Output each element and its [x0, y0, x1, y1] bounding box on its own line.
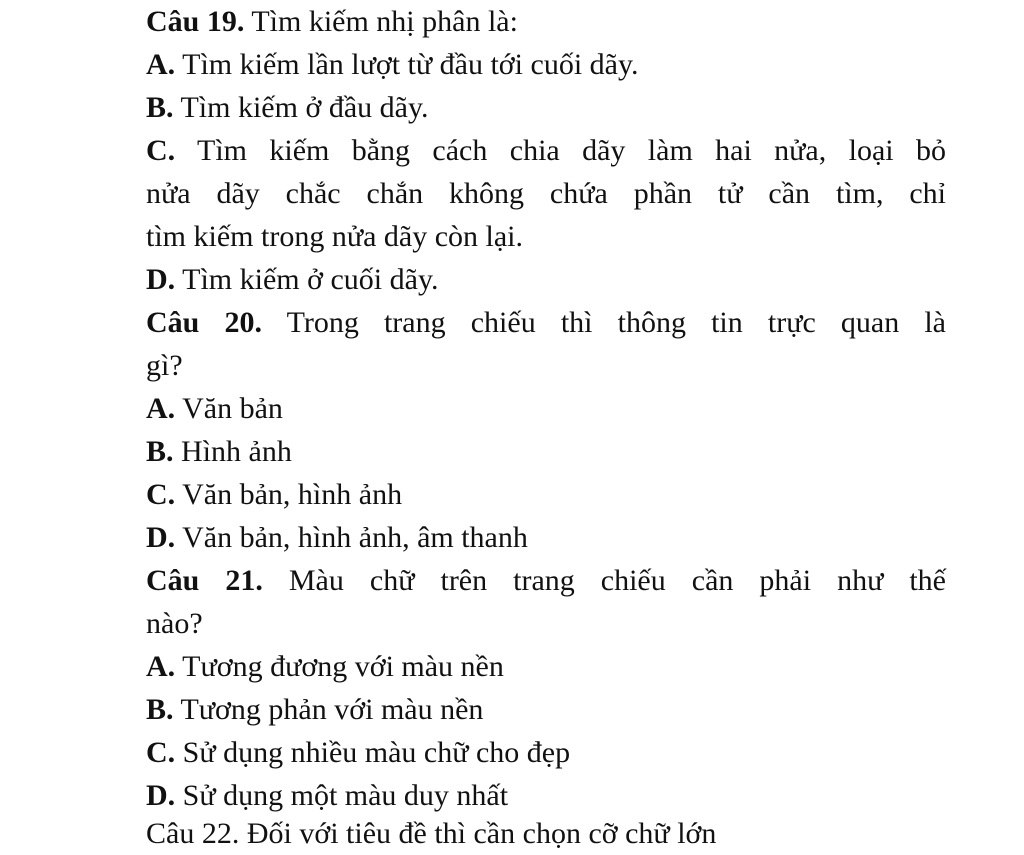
question-20-option-c	[146, 473, 946, 516]
option-text: Văn bản, hình ảnh, âm thanh	[175, 521, 528, 554]
question-19	[146, 0, 946, 301]
question-text-cont: nào?	[146, 607, 203, 640]
option-label: A.	[146, 650, 176, 683]
question-19-stem	[146, 0, 946, 43]
question-20-option-b	[146, 430, 946, 473]
option-text: Văn bản	[175, 392, 283, 425]
option-label: B.	[146, 91, 174, 124]
question-21-option-a	[146, 645, 946, 688]
option-label: C.	[146, 478, 176, 511]
option-label: D.	[146, 521, 176, 554]
quiz-document	[146, 0, 946, 817]
option-text: Hình ảnh	[173, 435, 292, 468]
question-21-text: Màu chữ trên trang chiếu cần phải như thế	[262, 564, 946, 597]
option-label: C.	[146, 134, 176, 167]
question-21	[146, 559, 946, 817]
question-19-option-c-cont-1	[146, 172, 946, 215]
question-20-text: Trong trang chiếu thì thông tin trực quan là	[261, 306, 946, 339]
option-label: D.	[146, 779, 176, 812]
question-21-option-b	[146, 688, 946, 731]
question-21-stem	[146, 559, 946, 602]
question-text-cont: gì?	[146, 349, 183, 382]
question-20-stem-cont	[146, 344, 946, 387]
option-label: B.	[146, 435, 174, 468]
option-label: D.	[146, 263, 176, 296]
option-text-cont: tìm kiếm trong nửa dãy còn lại.	[146, 220, 524, 253]
option-text-cont: nửa dãy chắc chắn không chứa phần tử cần tìm, chỉ	[146, 177, 946, 210]
option-text: Tương phản với màu nền	[173, 693, 484, 726]
option-text: Sử dụng một màu duy nhất	[175, 779, 509, 812]
question-19-label: Câu 19.	[146, 5, 245, 38]
option-label: A.	[146, 392, 176, 425]
option-text: Tìm kiếm lần lượt từ đầu tới cuối dãy.	[175, 48, 639, 81]
question-19-option-a	[146, 43, 946, 86]
question-19-option-c-cont-2	[146, 215, 946, 258]
question-20-option-d	[146, 516, 946, 559]
option-text: Tìm kiếm bằng cách chia dãy làm hai nửa, loại bỏ	[175, 134, 946, 167]
question-20-stem	[146, 301, 946, 344]
option-text: Tìm kiếm ở đầu dãy.	[173, 91, 429, 124]
question-20-option-a	[146, 387, 946, 430]
question-22-cutoff-line: Câu 22. Đối với tiêu đề thì cần chọn cỡ chữ lớn	[146, 817, 717, 850]
question-21-label: Câu 21.	[146, 564, 263, 597]
question-21-option-c	[146, 731, 946, 774]
question-20-label: Câu 20.	[146, 306, 262, 339]
option-label: B.	[146, 693, 174, 726]
question-21-option-d	[146, 774, 946, 817]
question-19-option-b	[146, 86, 946, 129]
option-label: C.	[146, 736, 176, 769]
option-text: Sử dụng nhiều màu chữ cho đẹp	[175, 736, 571, 769]
option-text: Tìm kiếm ở cuối dãy.	[175, 263, 439, 296]
question-19-text: Tìm kiếm nhị phân là:	[244, 5, 518, 38]
question-21-stem-cont	[146, 602, 946, 645]
question-19-option-c	[146, 129, 946, 172]
question-20	[146, 301, 946, 559]
option-text: Tương đương với màu nền	[175, 650, 504, 683]
option-label: A.	[146, 48, 176, 81]
question-19-option-d	[146, 258, 946, 301]
option-text: Văn bản, hình ảnh	[175, 478, 403, 511]
